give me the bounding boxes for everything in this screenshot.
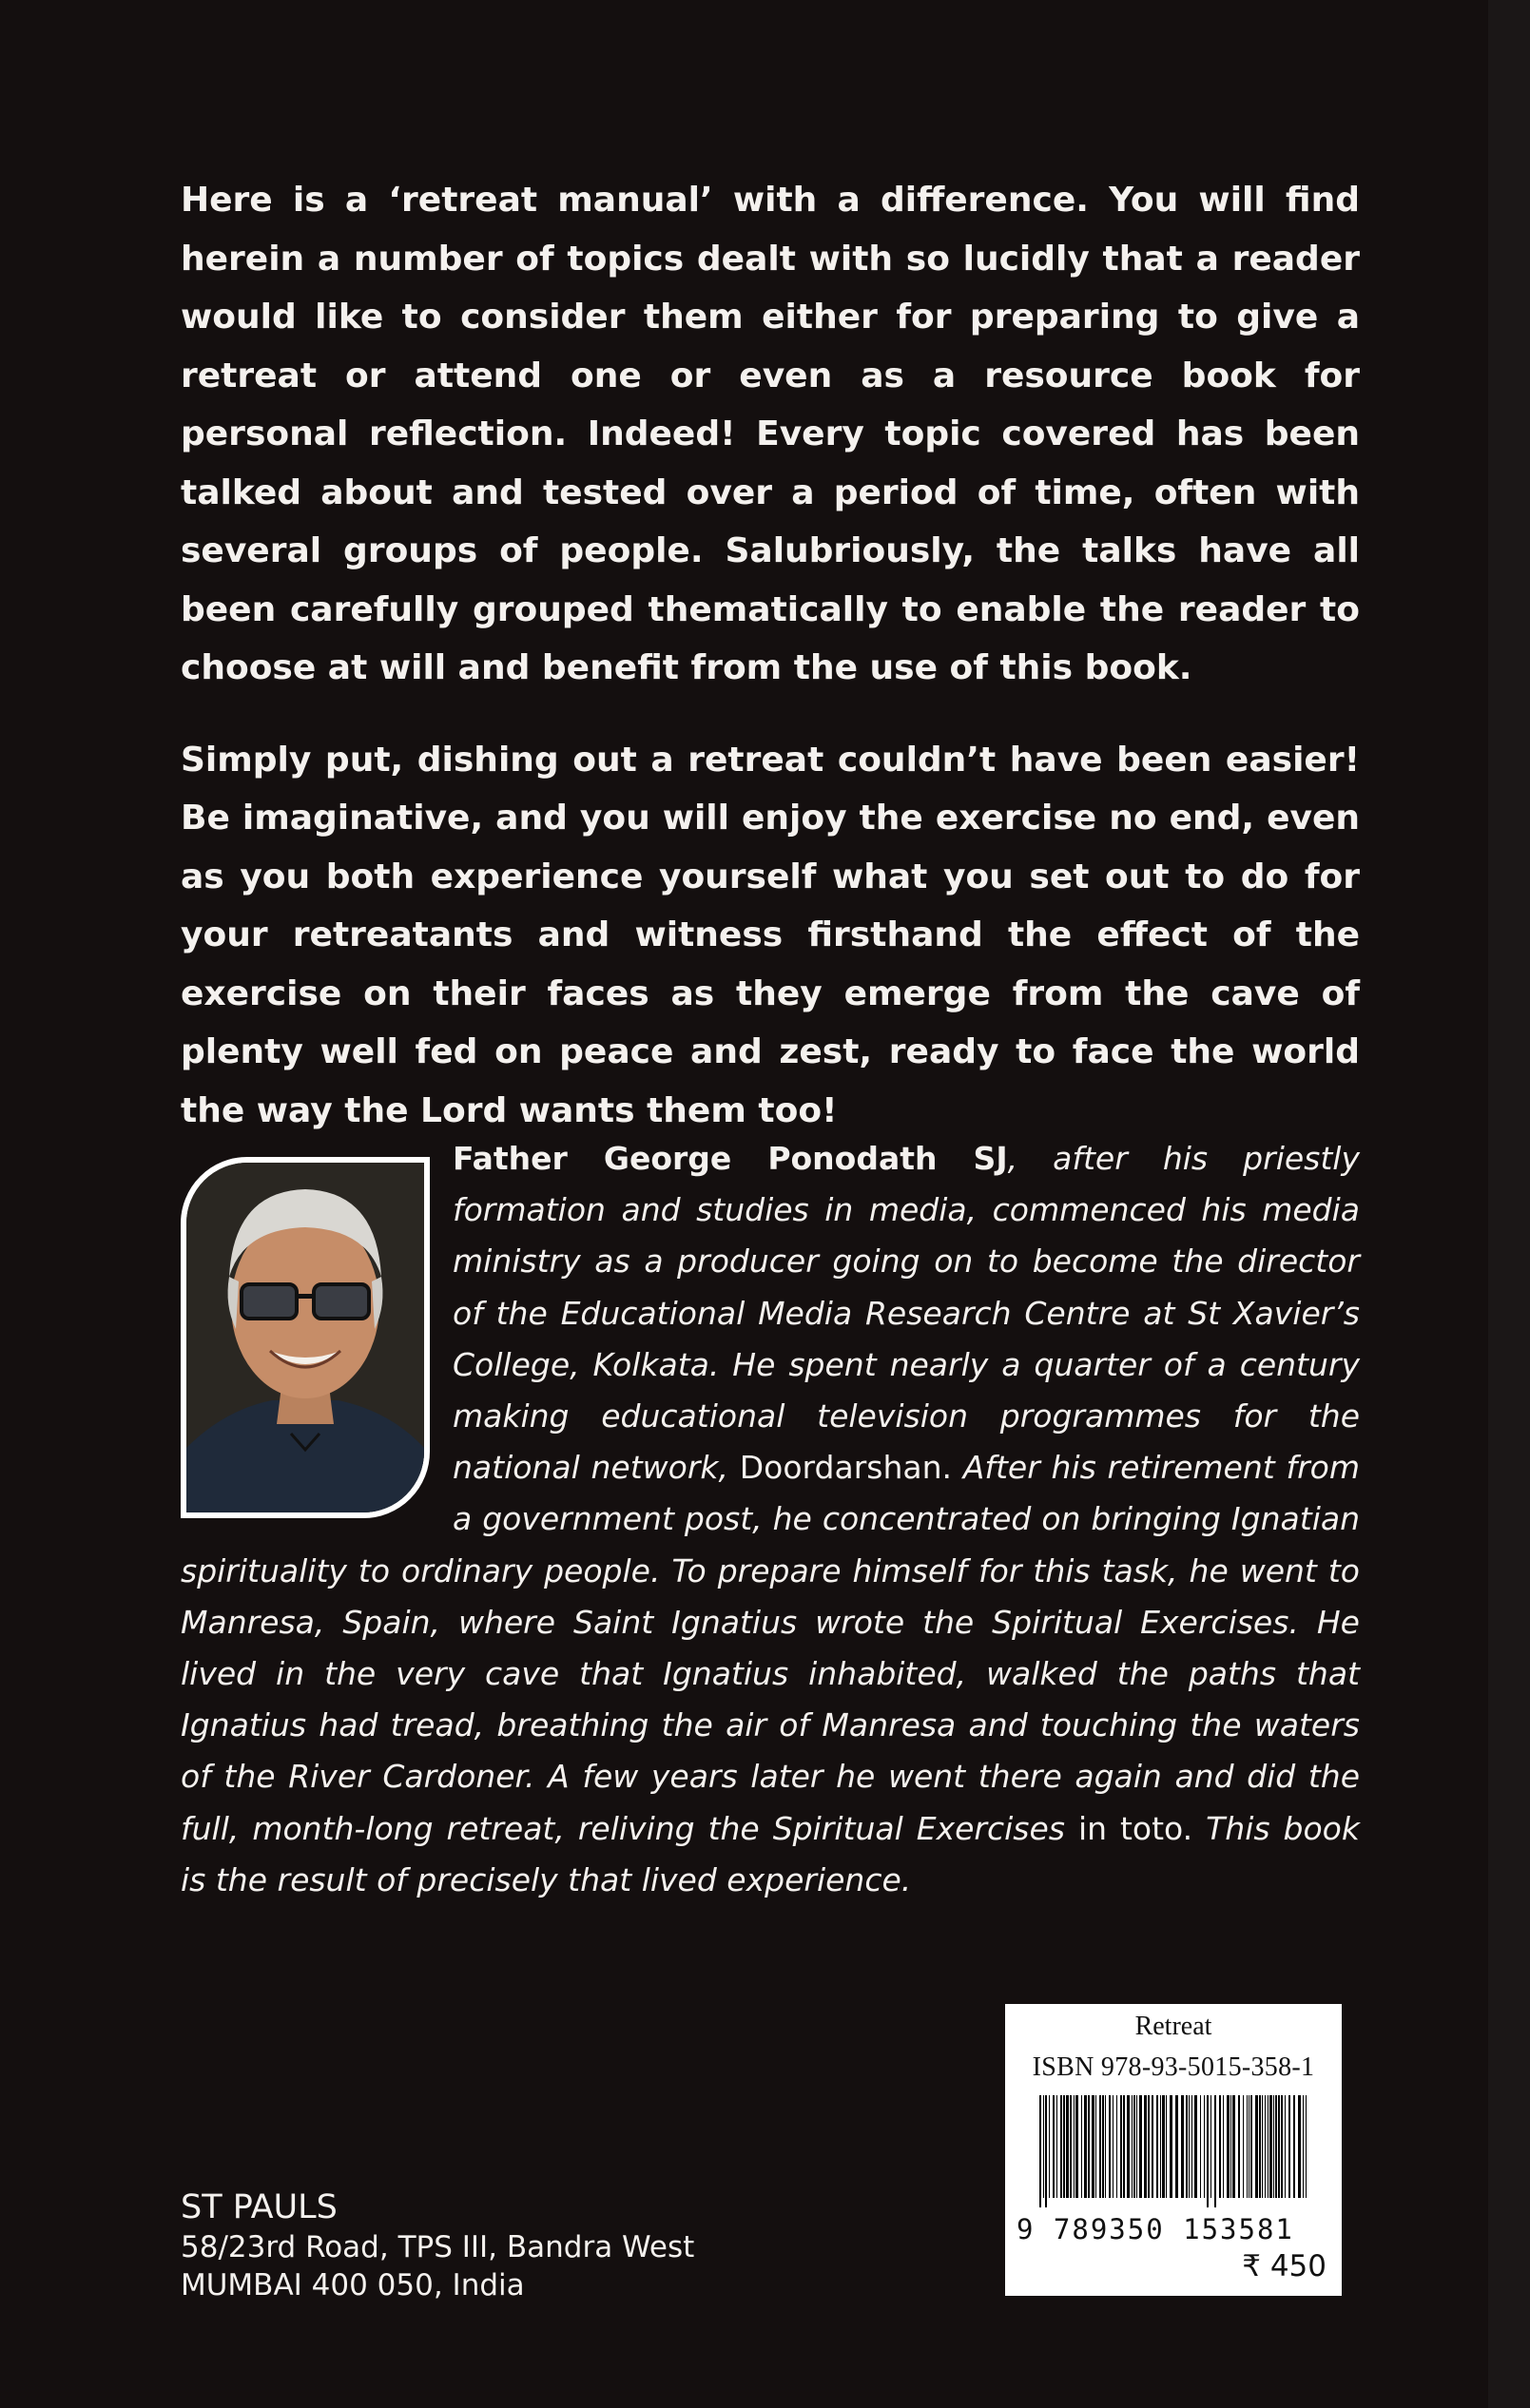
barcode-bar <box>1045 2095 1047 2207</box>
barcode-bar <box>1259 2095 1261 2198</box>
barcode-bar <box>1238 2095 1240 2198</box>
barcode-bar <box>1278 2095 1280 2198</box>
barcode-box <box>1005 2004 1342 2296</box>
barcode-bar <box>1269 2095 1272 2198</box>
barcode-bar <box>1214 2095 1216 2207</box>
barcode-bar <box>1255 2095 1258 2198</box>
author-name: Father George Ponodath SJ <box>453 1140 1008 1177</box>
barcode-bar <box>1166 2095 1167 2198</box>
barcode-bar <box>1070 2095 1072 2198</box>
author-portrait <box>186 1163 424 1512</box>
barcode-bar <box>1303 2095 1304 2198</box>
publisher-address-line-1: 58/23rd Road, TPS III, Bandra West <box>181 2230 695 2264</box>
barcode-digits: 9 789350 153581 <box>1017 2213 1294 2245</box>
barcode-bar <box>1227 2095 1230 2198</box>
barcode-bar <box>1230 2095 1231 2198</box>
barcode-bar <box>1127 2095 1130 2198</box>
barcode-bar <box>1162 2095 1165 2198</box>
barcode-bar <box>1132 2095 1133 2198</box>
barcode-bar <box>1170 2095 1172 2198</box>
barcode-bar <box>1298 2095 1301 2198</box>
barcode-bar <box>1116 2095 1117 2198</box>
barcode-bar <box>1265 2095 1266 2198</box>
barcode-bar <box>1074 2095 1075 2198</box>
barcode-bar <box>1152 2095 1153 2198</box>
barcode-bar <box>1293 2095 1295 2198</box>
barcode-bar <box>1113 2095 1114 2198</box>
barcode-bar <box>1288 2095 1290 2198</box>
barcode-bar <box>1092 2095 1094 2198</box>
barcode-bar <box>1102 2095 1104 2198</box>
barcode-bar <box>1186 2095 1188 2198</box>
publisher-block <box>181 2186 694 2304</box>
barcode-bar <box>1039 2095 1041 2207</box>
barcode-bar <box>1223 2095 1224 2198</box>
barcode-bar <box>1075 2095 1078 2198</box>
barcode-title: Retreat <box>1134 2012 1212 2041</box>
blurb-paragraph-2: Simply put, dishing out a retreat couldn’t have been easier! Be imaginative, and you will enjoy the exercise no end, even as you both experience yourself what you set out to do for your retreatants and witness firsthand the effect of the exercise on their faces as they emerge from the cave of plenty well fed on peace and zest, ready to face the world the way the Lord wants them too! <box>181 740 1360 1130</box>
barcode-bar <box>1088 2095 1090 2198</box>
barcode-bar <box>1250 2095 1252 2198</box>
author-photo <box>181 1157 436 1528</box>
barcode-bar <box>1285 2095 1286 2198</box>
barcode-bar <box>1204 2095 1205 2198</box>
barcode-bar <box>1210 2095 1211 2198</box>
barcode-bar <box>1194 2095 1197 2198</box>
barcode-bar <box>1095 2095 1096 2198</box>
barcode-bar <box>1139 2095 1142 2198</box>
barcode-bars <box>1039 2095 1311 2207</box>
barcode-bar <box>1081 2095 1082 2198</box>
author-photo-frame <box>181 1157 430 1518</box>
barcode-bar <box>1273 2095 1274 2198</box>
barcode-bar <box>1268 2095 1269 2198</box>
barcode-bar <box>1281 2095 1283 2198</box>
barcode-bar <box>1207 2095 1209 2207</box>
bio-text-4: in toto. <box>1064 1809 1193 1847</box>
barcode-bar <box>1053 2095 1055 2198</box>
barcode-price: ₹ 450 <box>1242 2249 1327 2283</box>
barcode-bar <box>1144 2095 1147 2198</box>
barcode-bar <box>1219 2095 1221 2198</box>
author-bio <box>181 1133 1360 1906</box>
barcode-isbn: ISBN 978-93-5015-358-1 <box>1032 2052 1315 2082</box>
bio-text-1: , after his priestly formation and studies in media, commenced his media ministry as a producer going on to become the director of the Educational Media Research Centre at St Xavier’s College, Kolkata. He spent nearly a quarter of a century making educational television programmes for the national network, <box>453 1140 1360 1487</box>
barcode-bar <box>1148 2095 1150 2198</box>
barcode-bar <box>1200 2095 1201 2198</box>
barcode-bar <box>1123 2095 1125 2198</box>
cover-edge <box>1488 0 1530 2408</box>
barcode-bar <box>1243 2095 1244 2198</box>
barcode-bar <box>1056 2095 1057 2198</box>
barcode-bar <box>1191 2095 1192 2198</box>
barcode-bar <box>1043 2095 1044 2198</box>
barcode-bar <box>1181 2095 1184 2198</box>
barcode-bar <box>1049 2095 1050 2198</box>
barcode-bar <box>1109 2095 1111 2198</box>
barcode-bar <box>1066 2095 1069 2198</box>
publisher-address-line-2: MUMBAI 400 050, India <box>181 2268 525 2302</box>
blurb <box>181 171 1360 1173</box>
barcode-bar <box>1060 2095 1062 2198</box>
barcode-bar <box>1120 2095 1122 2198</box>
publisher-name: ST PAULS <box>181 2188 338 2226</box>
barcode-bar <box>1175 2095 1178 2198</box>
barcode-bar <box>1133 2095 1135 2198</box>
barcode-bar <box>1105 2095 1106 2198</box>
barcode-bar <box>1063 2095 1065 2198</box>
blurb-paragraph-1: Here is a ‘retreat manual’ with a difference. You will find herein a number of topics dealt with so lucidly that a reader would like to consider them either for preparing to give a retreat or attend one or even as a resource book for personal reflection. Indeed! Every topic covered has been talked about and tested over a period of time, often with several groups of people. Salubriously, the talks have all been carefully grouped thematically to enable the reader to choose at will and benefit from the use of this book. <box>181 181 1360 687</box>
barcode-bar <box>1160 2095 1161 2198</box>
barcode-bar <box>1099 2095 1101 2198</box>
barcode-bar <box>1189 2095 1190 2198</box>
barcode-bar <box>1136 2095 1137 2198</box>
bio-text-5: This book is the result of precisely that lived experience. <box>181 1809 1360 1898</box>
barcode-bar <box>1084 2095 1087 2198</box>
barcode-bar <box>1262 2095 1263 2198</box>
barcode-bar <box>1275 2095 1277 2198</box>
barcode-bar <box>1156 2095 1158 2198</box>
barcode-bar <box>1232 2095 1235 2198</box>
bio-text-3: After his retirement from a government post, he concentrated on bringing Ignatian spirituality to ordinary people. To prepare himself for this task, he went to Manresa, Spain, where Saint Ignatius wrote the Spiritual Exercises. He lived in the very cave that Ignatius inhabited, walked the paths that Ignatius had tread, breathing the air of Manresa and touching the waters of the River Cardoner. A few years later he went there again and did the full, month-long retreat, reliving the Spiritual Exercises <box>181 1449 1360 1847</box>
barcode-bar <box>1306 2095 1307 2198</box>
barcode-bar <box>1247 2095 1248 2198</box>
bio-text-2: Doordarshan. <box>739 1449 953 1487</box>
